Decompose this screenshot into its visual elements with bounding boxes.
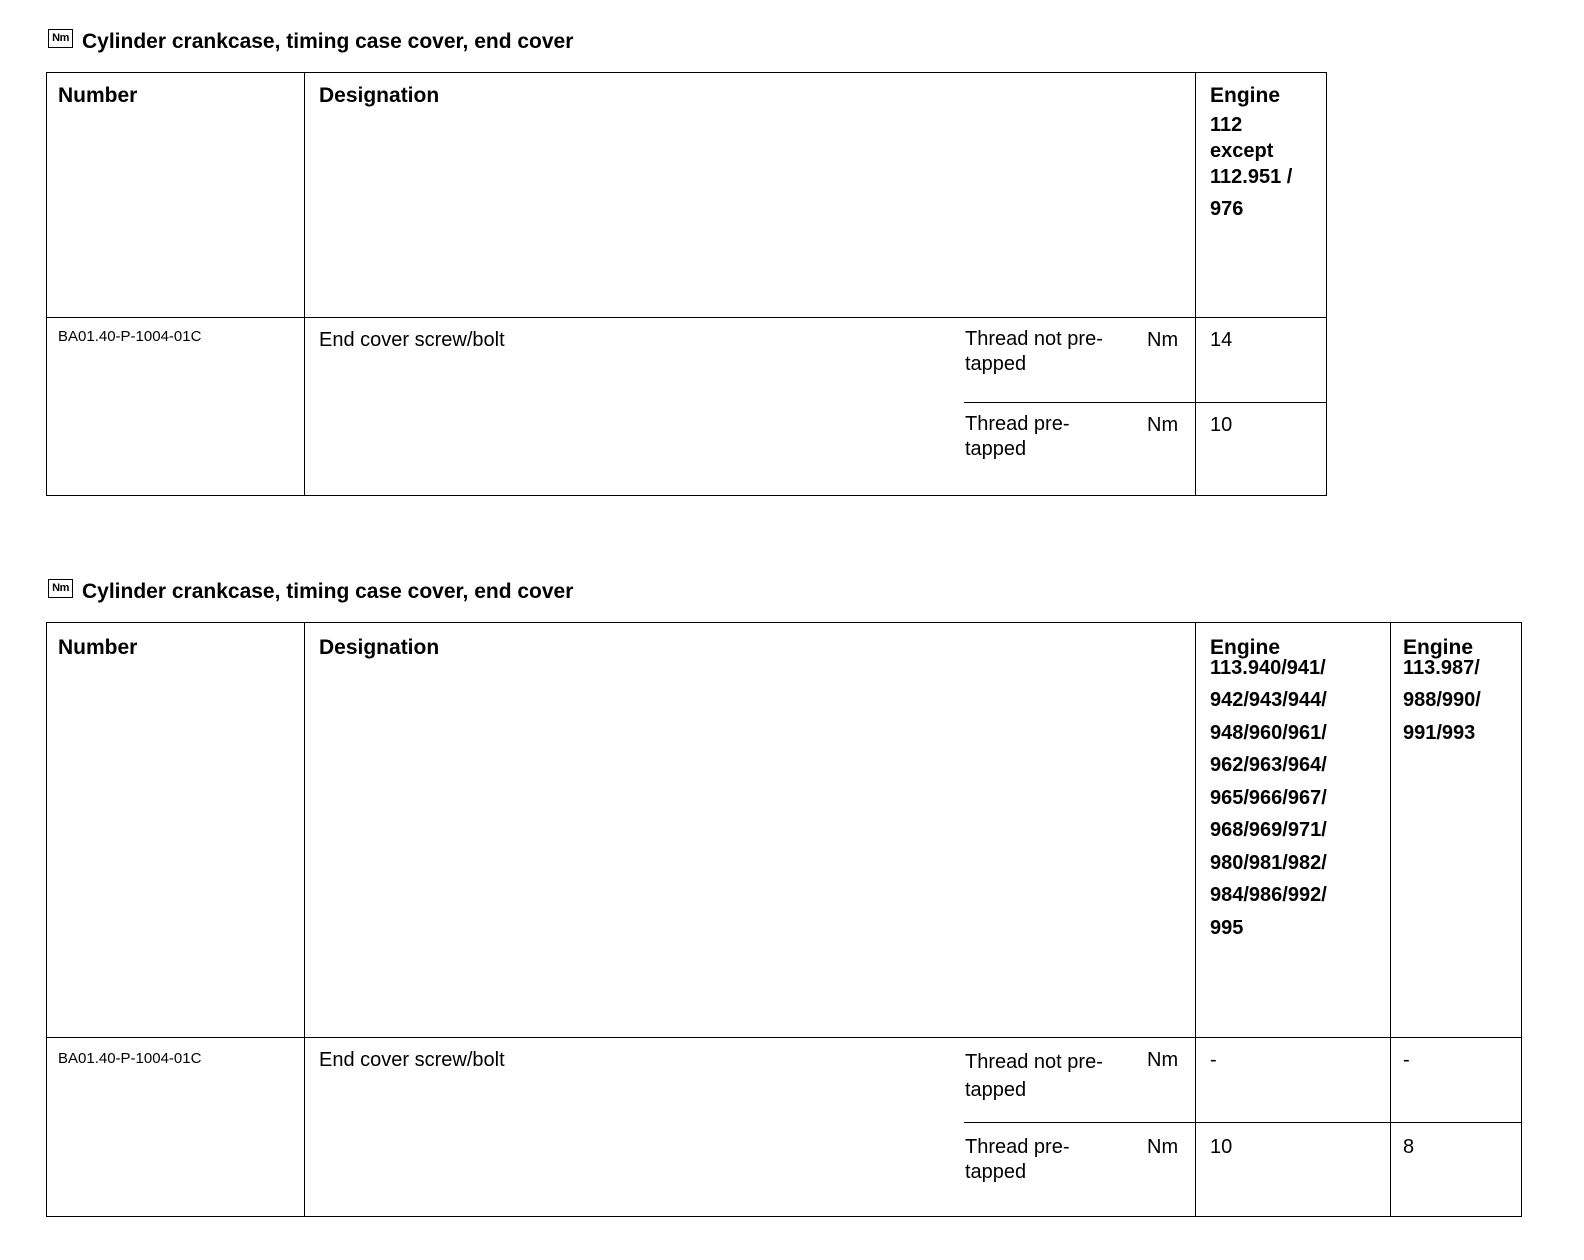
table-divider (1390, 622, 1391, 1217)
table-1-title: Cylinder crankcase, timing case cover, end cover (82, 30, 574, 53)
torque-nm-icon: Nm (48, 579, 73, 598)
designation: End cover screw/bolt (319, 1049, 505, 1071)
table-2-heading (48, 580, 573, 604)
table-divider (1195, 622, 1196, 1217)
torque-value: 10 (1210, 414, 1233, 436)
designation: End cover screw/bolt (319, 329, 505, 351)
header-engine: Engine (1403, 636, 1474, 659)
condition-label: Thread pre- tapped (965, 1136, 1070, 1183)
table-divider (304, 622, 305, 1217)
unit-label: Nm (1147, 329, 1179, 351)
table-divider (1195, 72, 1196, 496)
torque-value: 8 (1403, 1136, 1415, 1158)
table-divider (964, 1122, 1522, 1123)
table-divider (964, 402, 1327, 403)
header-engine: Engine (1210, 636, 1281, 659)
header-number: Number (58, 636, 138, 659)
unit-label: Nm (1147, 1136, 1179, 1158)
table-divider (304, 72, 305, 496)
table-divider (46, 317, 1327, 318)
unit-label: Nm (1147, 414, 1179, 436)
part-number: BA01.40-P-1004-01C (58, 1050, 202, 1067)
torque-value: - (1403, 1049, 1410, 1071)
condition-label: Thread not pre- tapped (965, 1051, 1103, 1101)
engine-models: 112 except 112.951 / 976 (1210, 114, 1293, 220)
header-engine: Engine (1210, 84, 1281, 107)
torque-nm-icon: Nm (48, 29, 73, 48)
torque-value: - (1210, 1049, 1217, 1071)
condition-label: Thread pre- tapped (965, 413, 1070, 460)
header-number: Number (58, 84, 138, 107)
table-divider (46, 1037, 1522, 1038)
table-2-title: Cylinder crankcase, timing case cover, end cover (82, 580, 574, 603)
condition-label: Thread not pre- tapped (965, 328, 1103, 375)
unit-label: Nm (1147, 1049, 1179, 1071)
table-1-heading (48, 30, 573, 54)
part-number: BA01.40-P-1004-01C (58, 328, 202, 345)
engine-models: 113.987/ 988/990/ 991/993 (1403, 657, 1481, 744)
torque-value: 10 (1210, 1136, 1233, 1158)
torque-value: 14 (1210, 329, 1233, 351)
engine-models: 113.940/941/ 942/943/944/ 948/960/961/ 962/963/964/ 965/966/967/ 968/969/971/ 980/981/982/ 984/986/992/ 995 (1210, 657, 1327, 939)
torque-table-1 (46, 72, 1327, 496)
header-designation: Designation (319, 636, 440, 659)
header-designation: Designation (319, 84, 440, 107)
